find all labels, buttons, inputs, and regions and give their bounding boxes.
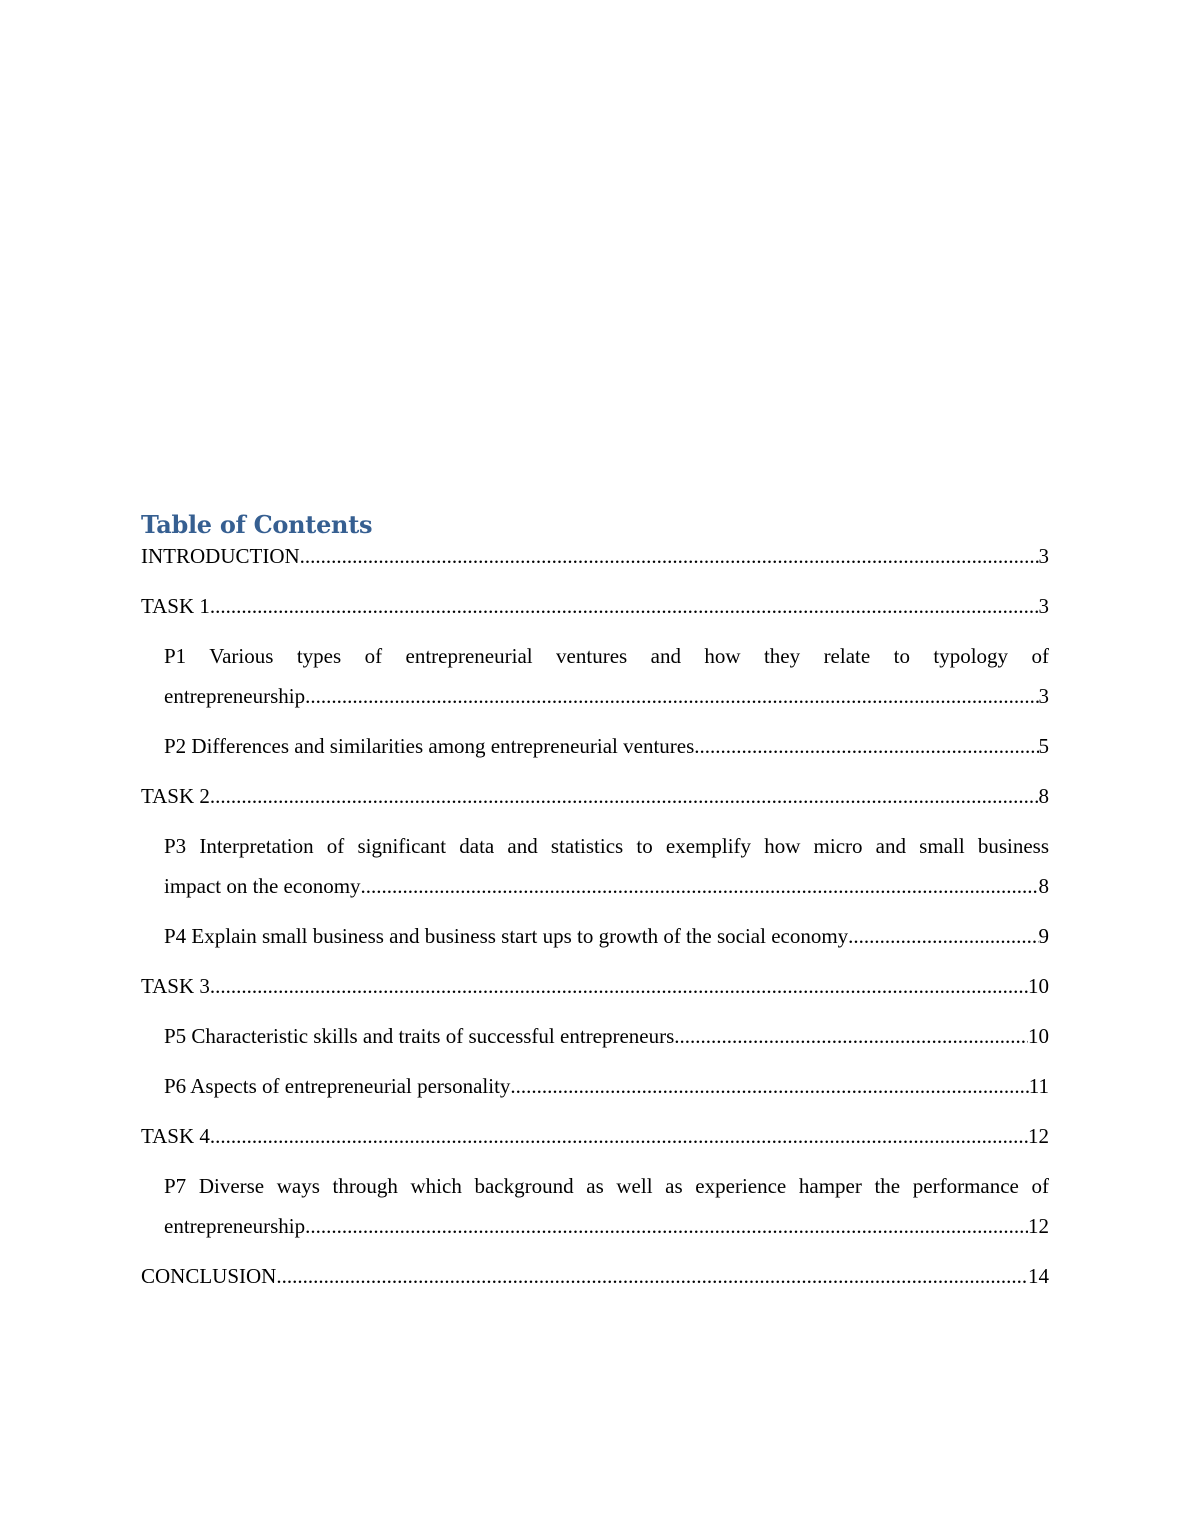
toc-page-number: 3 bbox=[1038, 594, 1049, 618]
toc-entry-text: P5 Characteristic skills and traits of successful entrepreneurs bbox=[164, 1024, 675, 1048]
toc-entry-conclusion[interactable] bbox=[141, 1261, 1049, 1291]
toc-entry-text: TASK 3 bbox=[141, 974, 210, 998]
toc-entry-text: TASK 4 bbox=[141, 1124, 210, 1148]
toc-page-number: 8 bbox=[1038, 784, 1049, 808]
toc-entry-introduction[interactable] bbox=[141, 541, 1049, 571]
toc-page-number: 3 bbox=[1038, 544, 1049, 568]
toc-page-number: 12 bbox=[1028, 1214, 1049, 1238]
toc-list bbox=[141, 541, 1049, 1291]
toc-entry-p1[interactable] bbox=[141, 641, 1049, 711]
table-of-contents bbox=[141, 508, 1049, 1311]
toc-page-number: 14 bbox=[1028, 1264, 1049, 1288]
toc-entry-p2[interactable] bbox=[141, 731, 1049, 761]
dot-leader bbox=[361, 871, 1039, 901]
toc-entry-task-1[interactable] bbox=[141, 591, 1049, 621]
toc-entry-task-2[interactable] bbox=[141, 781, 1049, 811]
toc-entry-text: entrepreneurship bbox=[164, 1214, 306, 1238]
toc-entry-text-line1: P1 Various types of entrepreneurial ventures and how they relate to typology of bbox=[164, 644, 1049, 668]
toc-page-number: 12 bbox=[1028, 1124, 1049, 1148]
dot-leader bbox=[300, 541, 1039, 571]
toc-entry-p3[interactable] bbox=[141, 831, 1049, 901]
toc-entry-p4[interactable] bbox=[141, 921, 1049, 951]
dot-leader bbox=[305, 681, 1038, 711]
dot-leader bbox=[210, 781, 1039, 811]
toc-entry-text: impact on the economy bbox=[164, 874, 361, 898]
toc-page-number: 5 bbox=[1038, 734, 1049, 758]
toc-entry-p5[interactable] bbox=[141, 1021, 1049, 1051]
dot-leader bbox=[210, 1121, 1028, 1151]
toc-page-number: 11 bbox=[1028, 1074, 1049, 1098]
toc-page-number: 10 bbox=[1028, 1024, 1049, 1048]
toc-entry-p6[interactable] bbox=[141, 1071, 1049, 1101]
dot-leader bbox=[848, 921, 1038, 951]
dot-leader bbox=[694, 731, 1038, 761]
dot-leader bbox=[674, 1021, 1028, 1051]
dot-leader bbox=[510, 1071, 1028, 1101]
toc-entry-task-3[interactable] bbox=[141, 971, 1049, 1001]
toc-page-number: 8 bbox=[1038, 874, 1049, 898]
dot-leader bbox=[210, 971, 1028, 1001]
dot-leader bbox=[276, 1261, 1028, 1291]
toc-entry-text: TASK 1 bbox=[141, 594, 210, 618]
toc-page-number: 10 bbox=[1028, 974, 1049, 998]
toc-entry-text: INTRODUCTION bbox=[141, 544, 300, 568]
toc-entry-text: CONCLUSION bbox=[141, 1264, 277, 1288]
toc-entry-text: P6 Aspects of entrepreneurial personality bbox=[164, 1074, 511, 1098]
toc-title: Table of Contents bbox=[141, 510, 373, 539]
toc-entry-text: P4 Explain small business and business start ups to growth of the social economy bbox=[164, 924, 849, 948]
dot-leader bbox=[305, 1211, 1028, 1241]
toc-entry-text-line1: P3 Interpretation of significant data and statistics to exemplify how micro and small business bbox=[164, 834, 1049, 858]
toc-entry-text: TASK 2 bbox=[141, 784, 210, 808]
toc-entry-text-line1: P7 Diverse ways through which background as well as experience hamper the performance of bbox=[164, 1174, 1049, 1198]
dot-leader bbox=[210, 591, 1039, 621]
toc-entry-text: entrepreneurship bbox=[164, 684, 306, 708]
toc-entry-p7[interactable] bbox=[141, 1171, 1049, 1241]
toc-entry-text: P2 Differences and similarities among entrepreneurial ventures bbox=[164, 734, 695, 758]
toc-page-number: 3 bbox=[1038, 684, 1049, 708]
toc-page-number: 9 bbox=[1038, 924, 1049, 948]
toc-entry-task-4[interactable] bbox=[141, 1121, 1049, 1151]
